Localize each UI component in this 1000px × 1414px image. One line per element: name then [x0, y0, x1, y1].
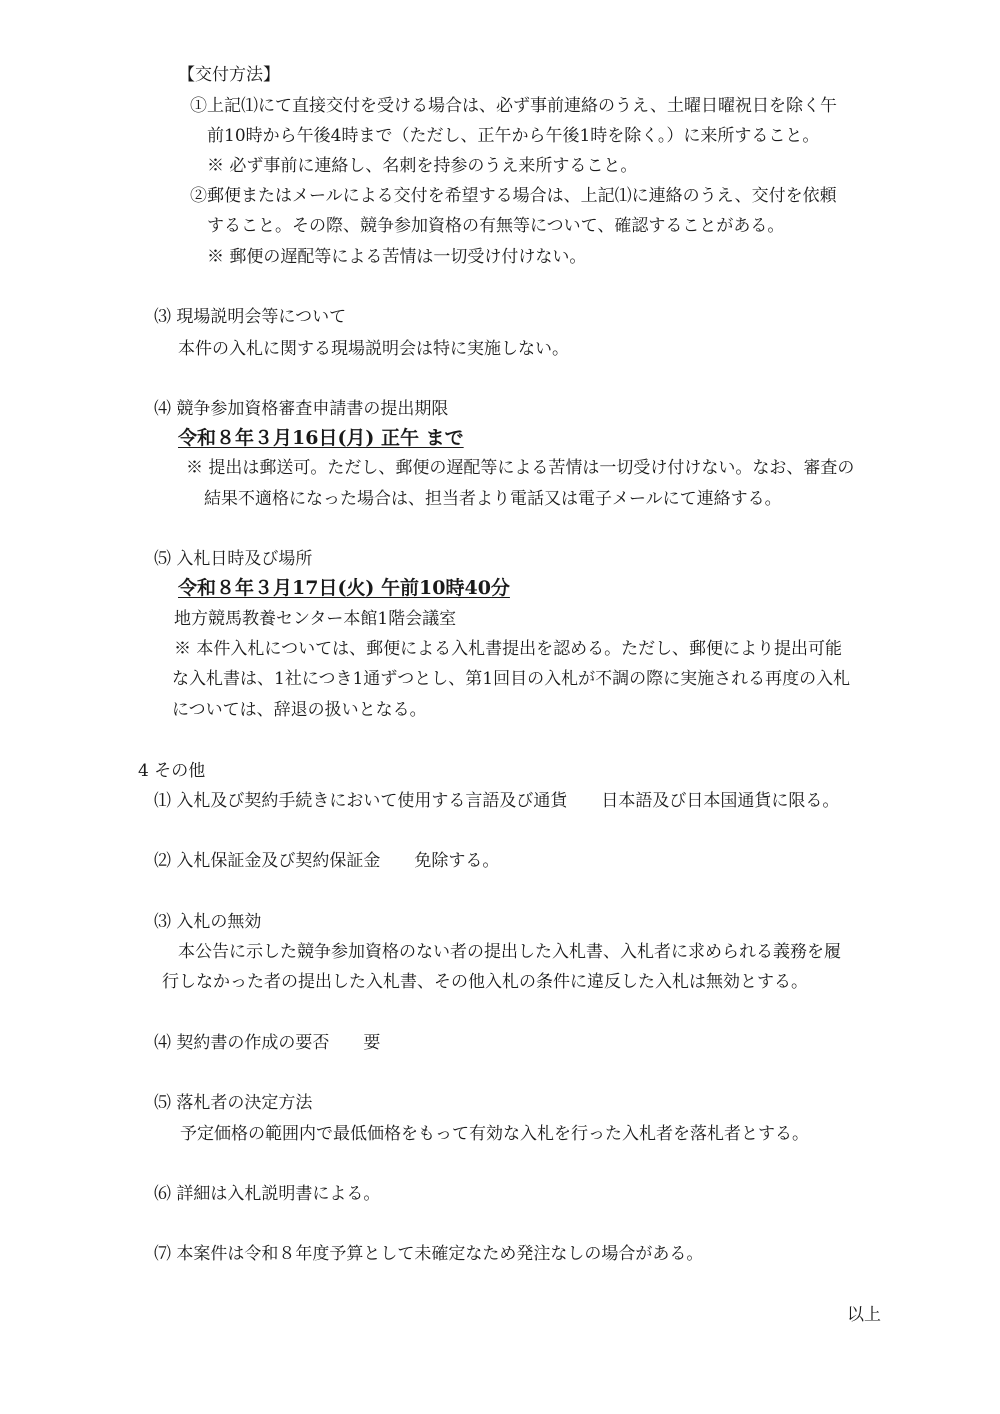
- delivery-item1-line2: 前10時から午後4時まで（ただし、正午から午後1時を除く。）に来所すること。: [207, 126, 820, 146]
- delivery-item2-line2: すること。その際、競争参加資格の有無等について、確認することがある。: [207, 216, 785, 236]
- other-heading: 4 その他: [138, 761, 206, 781]
- section-5-note-line1: ※ 本件入札については、郵便による入札書提出を認める。ただし、郵便により提出可能: [174, 639, 843, 659]
- section-4-note-line1: ※ 提出は郵送可。ただし、郵便の遅配等による苦情は一切受け付けない。なお、審査の: [186, 458, 855, 478]
- closing-text: 以上: [847, 1305, 881, 1325]
- other-item-4: ⑷ 契約書の作成の要否 要: [154, 1033, 381, 1053]
- other-item-2: ⑵ 入札保証金及び契約保証金 免除する。: [154, 851, 500, 871]
- section-5-datetime: 令和８年３月17日(火) 午前10時40分: [178, 577, 510, 599]
- other-item-7: ⑺ 本案件は令和８年度予算として未確定なため発注なしの場合がある。: [154, 1244, 704, 1264]
- section-4-deadline: 令和８年３月16日(月) 正午 まで: [178, 427, 464, 449]
- delivery-heading: 【交付方法】: [178, 65, 280, 85]
- other-item-6: ⑹ 詳細は入札説明書による。: [154, 1184, 381, 1204]
- other-item-5-body: 予定価格の範囲内で最低価格をもって有効な入札を行った入札者を落札者とする。: [180, 1124, 809, 1144]
- section-5-note-line3: については、辞退の扱いとなる。: [172, 700, 427, 720]
- delivery-item1-note: ※ 必ず事前に連絡し、名刺を持参のうえ来所すること。: [207, 156, 638, 176]
- delivery-item2-line1: ②郵便またはメールによる交付を希望する場合は、上記⑴に連絡のうえ、交付を依頼: [190, 186, 837, 206]
- section-5-note-line2: な入札書は、1社につき1通ずつとし、第1回目の入札が不調の際に実施される再度の入札: [172, 669, 851, 689]
- other-item-1: ⑴ 入札及び契約手続きにおいて使用する言語及び通貨 日本語及び日本国通貨に限る。: [154, 791, 840, 811]
- other-item-3-line1: 本公告に示した競争参加資格のない者の提出した入札書、入札者に求められる義務を履: [178, 942, 841, 962]
- delivery-item2-note: ※ 郵便の遅配等による苦情は一切受け付けない。: [207, 247, 587, 267]
- section-4-note-line2: 結果不適格になった場合は、担当者より電話又は電子メールにて連絡する。: [204, 489, 782, 509]
- section-3-heading: ⑶ 現場説明会等について: [154, 307, 347, 327]
- other-item-5-heading: ⑸ 落札者の決定方法: [154, 1093, 313, 1113]
- other-item-3-line2: 行しなかった者の提出した入札書、その他入札の条件に違反した入札は無効とする。: [162, 972, 808, 992]
- section-3-body: 本件の入札に関する現場説明会は特に実施しない。: [178, 339, 569, 359]
- delivery-item1-line1: ①上記⑴にて直接交付を受ける場合は、必ず事前連絡のうえ、土曜日曜祝日を除く午: [190, 96, 838, 116]
- other-item-3-heading: ⑶ 入札の無効: [154, 912, 262, 932]
- section-5-place: 地方競馬教養センター本館1階会議室: [174, 609, 457, 629]
- section-5-heading: ⑸ 入札日時及び場所: [154, 549, 313, 569]
- section-4-heading: ⑷ 競争参加資格審査申請書の提出期限: [154, 399, 449, 419]
